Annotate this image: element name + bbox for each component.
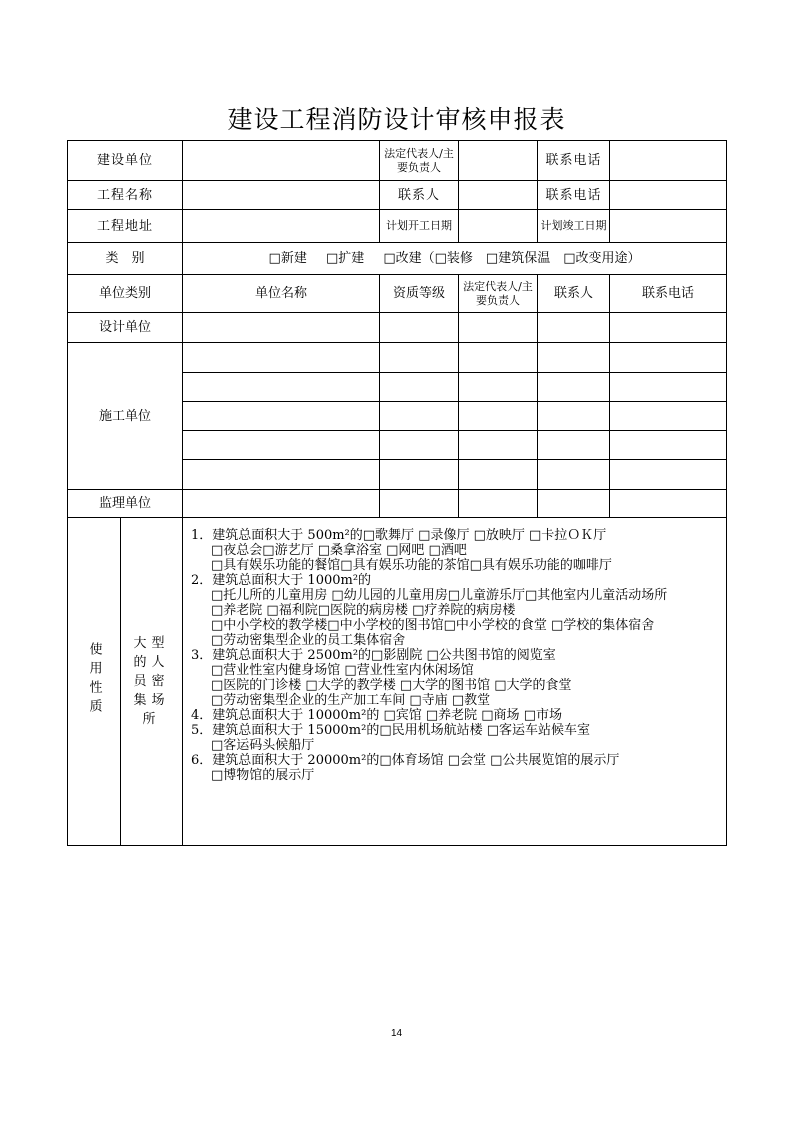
builder-field[interactable] — [610, 343, 727, 373]
builder-field[interactable] — [380, 373, 459, 402]
row-supervision-unit — [68, 490, 727, 518]
usage-line: 1．建筑总面积大于 500m²的□歌舞厅 □录像厅 □放映厅 □卡拉ＯＫ厅 — [191, 528, 607, 543]
row-construction-unit — [68, 141, 727, 181]
builder-field[interactable] — [380, 431, 459, 460]
usage-line: □博物馆的展示厅 — [211, 768, 315, 783]
label-legal-rep: 法定代表人/主要负责人 — [380, 141, 459, 181]
label-crowded-venue: 大型的人员密集场所 — [121, 518, 183, 846]
builder-field[interactable] — [380, 460, 459, 490]
label-phone-1: 联系电话 — [538, 141, 610, 181]
builder-field[interactable] — [183, 460, 380, 490]
header-unit-type: 单位类别 — [68, 275, 183, 313]
row-project-address — [68, 210, 727, 243]
usage-line: □医院的门诊楼 □大学的教学楼 □大学的图书馆 □大学的食堂 — [211, 678, 572, 693]
label-planned-start: 计划开工日期 — [380, 210, 459, 243]
builder-field[interactable] — [459, 343, 538, 373]
design-rep-field[interactable] — [459, 313, 538, 343]
builder-field[interactable] — [538, 431, 610, 460]
supervision-rep-field[interactable] — [459, 490, 538, 518]
label-planned-end: 计划竣工日期 — [538, 210, 610, 243]
row-usage-nature — [68, 518, 727, 846]
project-name-field[interactable] — [183, 181, 380, 210]
usage-line: 6．建筑总面积大于 20000m²的□体育场馆 □会堂 □公共展览馆的展示厅 — [191, 753, 620, 768]
builder-field[interactable] — [183, 343, 380, 373]
header-legal-rep: 法定代表人/主要负责人 — [459, 275, 538, 313]
header-phone: 联系电话 — [610, 275, 727, 313]
contact-field[interactable] — [459, 181, 538, 210]
usage-nature-text: 使用性质 — [86, 641, 102, 718]
builder-field[interactable] — [459, 402, 538, 431]
builder-field[interactable] — [183, 431, 380, 460]
design-name-field[interactable] — [183, 313, 380, 343]
label-design-unit: 设计单位 — [68, 313, 183, 343]
label-category: 类 别 — [68, 243, 183, 275]
legal-rep-field[interactable] — [459, 141, 538, 181]
label-contact: 联系人 — [380, 181, 459, 210]
row-project-name — [68, 181, 727, 210]
builder-field[interactable] — [380, 343, 459, 373]
application-form-table — [67, 140, 727, 846]
row-builder-1 — [68, 343, 727, 373]
usage-line: 2．建筑总面积大于 1000m²的 — [191, 573, 372, 588]
usage-line: 3．建筑总面积大于 2500m²的□影剧院 □公共图书馆的阅览室 — [191, 648, 556, 663]
usage-line: □劳动密集型企业的生产加工车间 □寺庙 □教堂 — [211, 693, 491, 708]
label-usage-nature — [68, 518, 121, 846]
supervision-qual-field[interactable] — [380, 490, 459, 518]
usage-line: □营业性室内健身场馆 □营业性室内休闲场馆 — [211, 663, 474, 678]
usage-line: □客运码头候船厅 — [211, 738, 315, 753]
supervision-name-field[interactable] — [183, 490, 380, 518]
builder-field[interactable] — [538, 460, 610, 490]
supervision-contact-field[interactable] — [538, 490, 610, 518]
header-contact: 联系人 — [538, 275, 610, 313]
builder-field[interactable] — [538, 373, 610, 402]
row-category — [68, 243, 727, 275]
design-qual-field[interactable] — [380, 313, 459, 343]
label-supervision-unit: 监理单位 — [68, 490, 183, 518]
builder-field[interactable] — [610, 373, 727, 402]
label-project-name: 工程名称 — [68, 181, 183, 210]
units-header-row — [68, 275, 727, 313]
usage-line: □夜总会□游艺厅 □桑拿浴室 □网吧 □酒吧 — [211, 543, 467, 558]
builder-field[interactable] — [459, 460, 538, 490]
row-design-unit — [68, 313, 727, 343]
usage-line: □养老院 □福利院□医院的病房楼 □疗养院的病房楼 — [211, 603, 516, 618]
builder-field[interactable] — [459, 431, 538, 460]
project-address-field[interactable] — [183, 210, 380, 243]
page-number: 14 — [390, 1028, 403, 1039]
builder-field[interactable] — [459, 373, 538, 402]
label-builder-unit: 施工单位 — [68, 343, 183, 490]
label-phone-2: 联系电话 — [538, 181, 610, 210]
usage-line: □托儿所的儿童用房 □幼儿园的儿童用房□儿童游乐厅□其他室内儿童活动场所 — [211, 588, 668, 603]
planned-start-field[interactable] — [459, 210, 538, 243]
header-qualification: 资质等级 — [380, 275, 459, 313]
builder-field[interactable] — [610, 402, 727, 431]
builder-field[interactable] — [538, 343, 610, 373]
usage-checklist[interactable] — [183, 518, 727, 846]
category-options[interactable]: □新建 □扩建 □改建（□装修 □建筑保温 □改变用途） — [183, 243, 727, 275]
usage-line: □劳动密集型企业的员工集体宿舍 — [211, 633, 406, 648]
builder-field[interactable] — [183, 373, 380, 402]
builder-field[interactable] — [610, 460, 727, 490]
usage-line: □中小学校的教学楼□中小学校的图书馆□中小学校的食堂 □学校的集体宿舍 — [211, 618, 655, 633]
usage-line: □具有娱乐功能的餐馆□具有娱乐功能的茶馆□具有娱乐功能的咖啡厅 — [211, 558, 612, 573]
label-construction-unit: 建设单位 — [68, 141, 183, 181]
usage-line: 4．建筑总面积大于 10000m²的 □宾馆 □养老院 □商场 □市场 — [191, 708, 562, 723]
planned-end-field[interactable] — [610, 210, 727, 243]
usage-line: 5．建筑总面积大于 15000m²的□民用机场航站楼 □客运车站候车室 — [191, 723, 591, 738]
builder-field[interactable] — [183, 402, 380, 431]
header-unit-name: 单位名称 — [183, 275, 380, 313]
label-project-address: 工程地址 — [68, 210, 183, 243]
builder-field[interactable] — [380, 402, 459, 431]
phone-field-2[interactable] — [610, 181, 727, 210]
form-title: 建设工程消防设计审核申报表 — [227, 105, 566, 134]
supervision-phone-field[interactable] — [610, 490, 727, 518]
design-phone-field[interactable] — [610, 313, 727, 343]
construction-unit-field[interactable] — [183, 141, 380, 181]
builder-field[interactable] — [538, 402, 610, 431]
design-contact-field[interactable] — [538, 313, 610, 343]
builder-field[interactable] — [610, 431, 727, 460]
phone-field-1[interactable] — [610, 141, 727, 181]
